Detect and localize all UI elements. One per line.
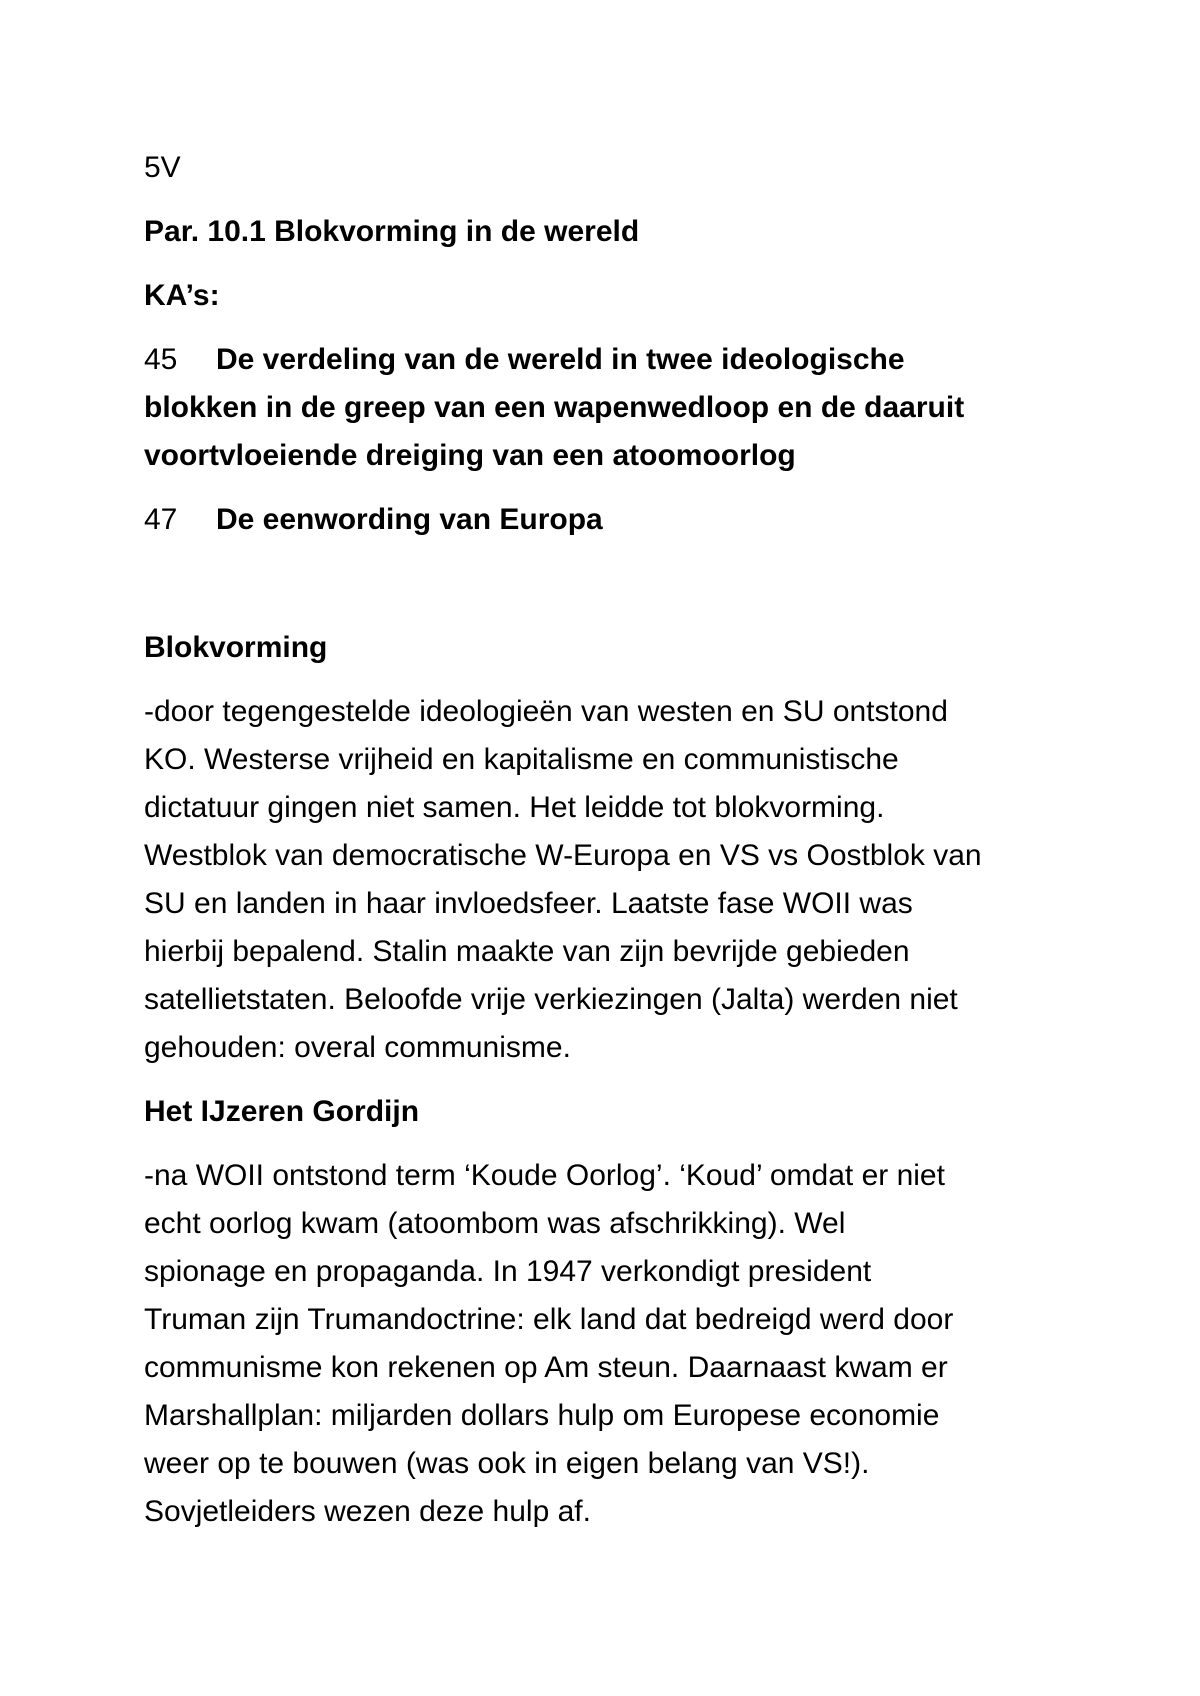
body-line: -na WOII ontstond term ‘Koude Oorlog’. ‘Koud’ omdat er niet — [144, 1159, 945, 1192]
body-line: -door tegengestelde ideologieën van westen en SU ontstond — [144, 695, 948, 728]
body-line: weer op te bouwen (was ook in eigen belang van VS!). — [144, 1447, 870, 1480]
ka-text-line: voortvloeiende dreiging van een atoomoorlog — [144, 439, 796, 472]
ka-label: KA’s: — [144, 279, 220, 312]
body-line: Westblok van democratische W-Europa en VS vs Oostblok van — [144, 839, 982, 872]
paragraph-title: Par. 10.1 Blokvorming in de wereld — [144, 215, 640, 248]
body-line: Sovjetleiders wezen deze hulp af. — [144, 1495, 591, 1528]
body-line: hierbij bepalend. Stalin maakte van zijn bevrijde gebieden — [144, 935, 910, 968]
ka-text-line: blokken in de greep van een wapenwedloop en de daaruit — [144, 391, 965, 424]
ka-item-45 — [144, 336, 964, 480]
section-body-blokvorming — [144, 688, 982, 1072]
ka-number: 47 — [144, 503, 178, 536]
body-line: spionage en propaganda. In 1947 verkondigt president — [144, 1255, 872, 1288]
ka-text-line: De verdeling van de wereld in twee ideologische — [216, 343, 905, 376]
body-line: dictatuur gingen niet samen. Het leidde tot blokvorming. — [144, 791, 885, 824]
body-line: KO. Westerse vrijheid en kapitalisme en communistische — [144, 743, 899, 776]
body-line: echt oorlog kwam (atoombom was afschrikking). Wel — [144, 1207, 846, 1240]
section-heading-ijzeren-gordijn: Het IJzeren Gordijn — [144, 1095, 420, 1128]
body-line: satellietstaten. Beloofde vrije verkiezingen (Jalta) werden niet — [144, 983, 958, 1016]
ka-text-line: De eenwording van Europa — [216, 503, 603, 536]
section-heading-blokvorming: Blokvorming — [144, 631, 328, 664]
body-line: Truman zijn Trumandoctrine: elk land dat bedreigd werd door — [144, 1303, 954, 1336]
body-line: communisme kon rekenen op Am steun. Daarnaast kwam er — [144, 1351, 948, 1384]
body-line: gehouden: overal communisme. — [144, 1031, 571, 1064]
body-line: SU en landen in haar invloedsfeer. Laatste fase WOII was — [144, 887, 913, 920]
ka-number: 45 — [144, 343, 178, 376]
body-line: Marshallplan: miljarden dollars hulp om Europese economie — [144, 1399, 940, 1432]
section-body-ijzeren-gordijn — [144, 1152, 953, 1536]
ka-item-47 — [144, 496, 603, 544]
class-label: 5V — [144, 151, 181, 184]
